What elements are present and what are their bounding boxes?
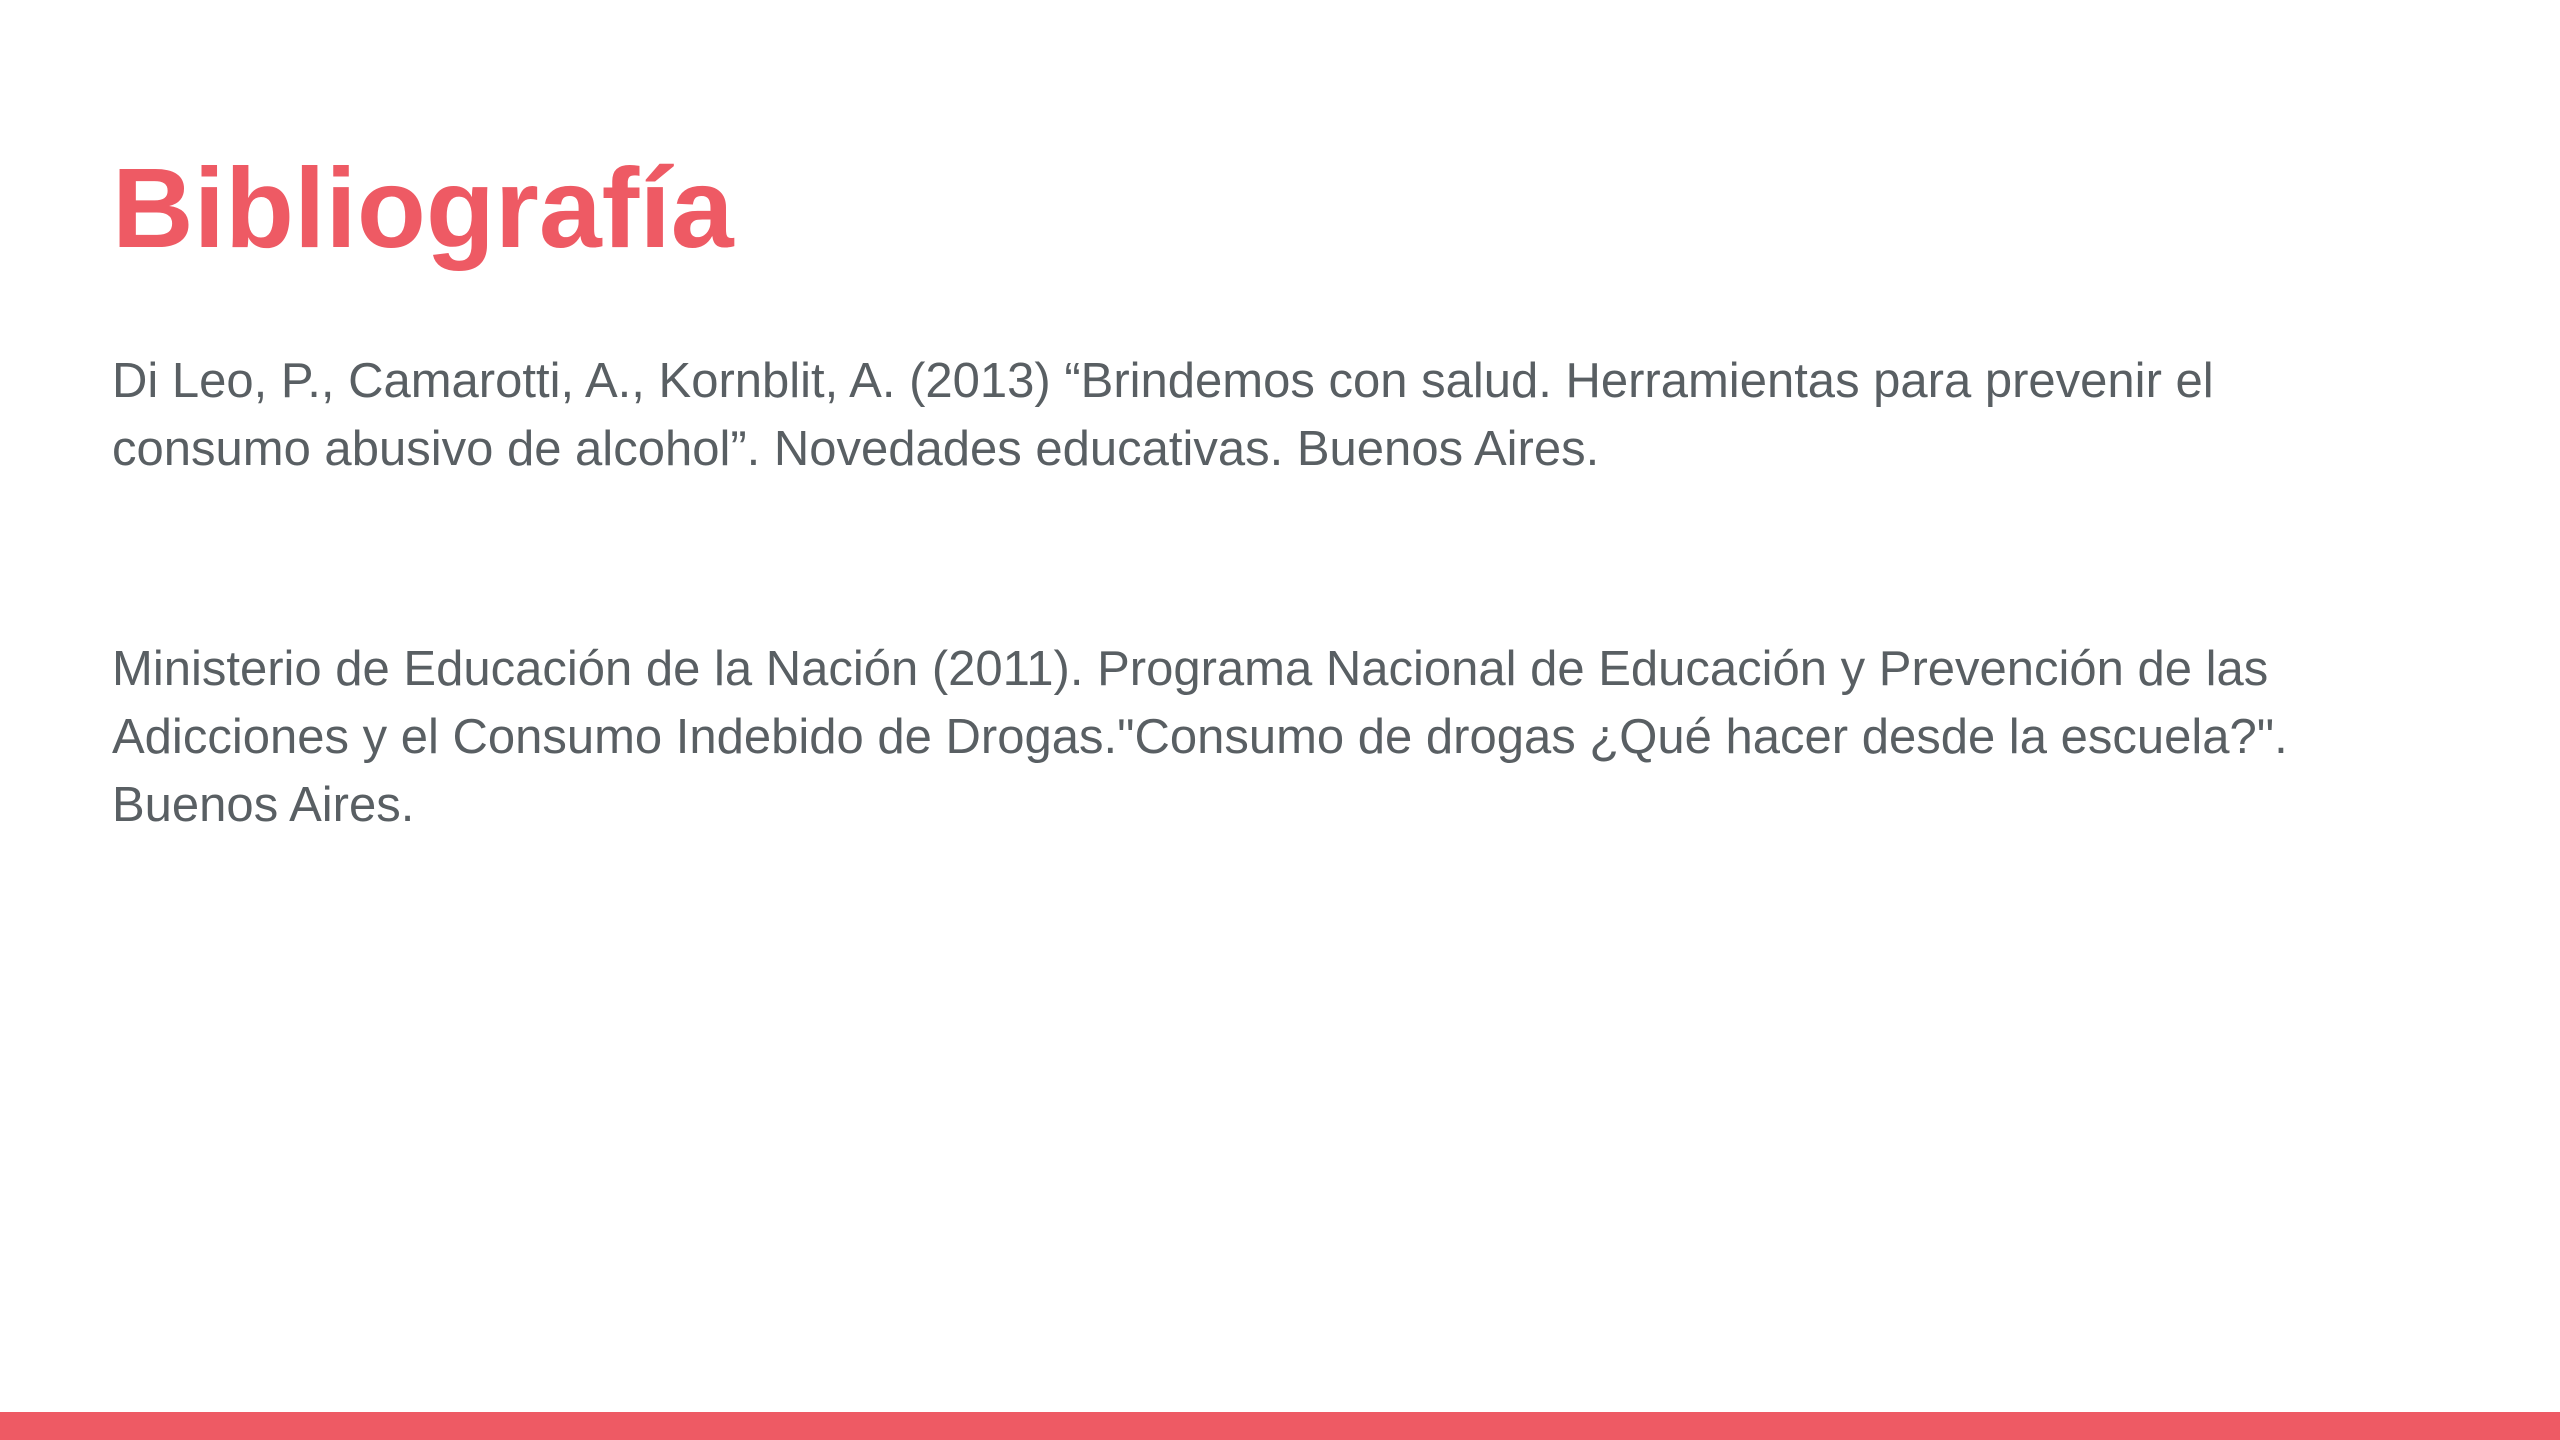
reference-item: Ministerio de Educación de la Nación (2011). Programa Nacional de Educación y Prevención de las Adicciones y el Consumo Indebido de Drogas."Consumo de drogas ¿Qué hacer desde la escuela?". Buenos Aires. [112,642,2288,832]
accent-bottom-bar [0,1412,2560,1440]
reference-item: Di Leo, P., Camarotti, A., Kornblit, A. (2013) “Brindemos con salud. Herramientas para prevenir el consumo abusivo de alcohol”. Novedades educativas. Buenos Aires. [112,354,2214,476]
slide-title: Bibliografía [112,145,734,271]
